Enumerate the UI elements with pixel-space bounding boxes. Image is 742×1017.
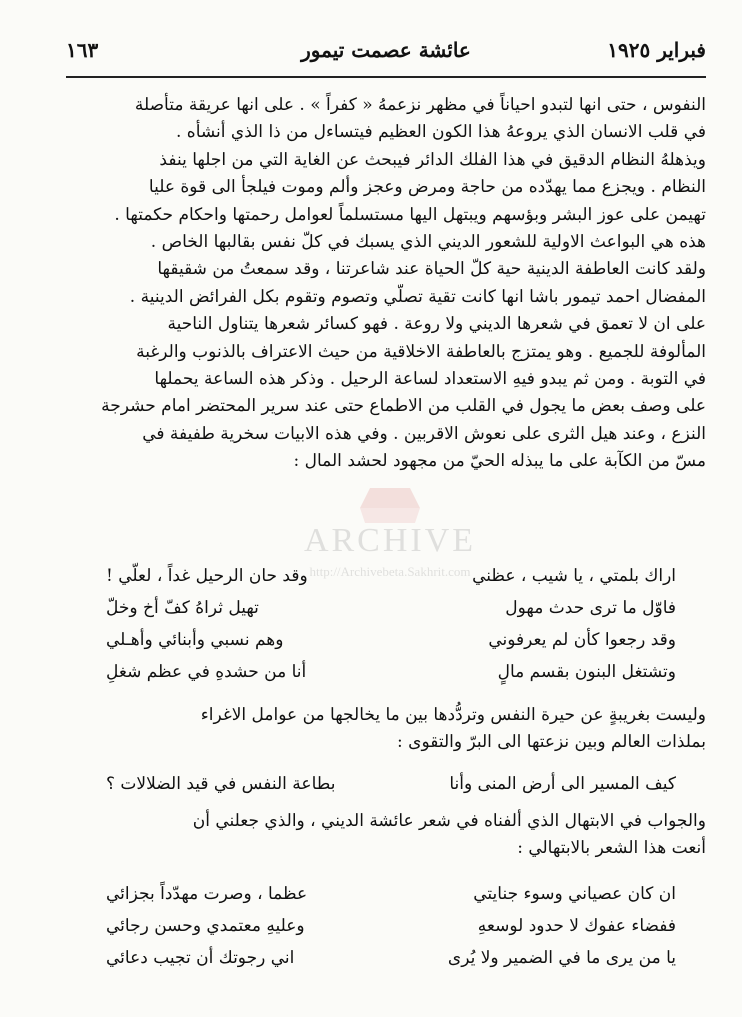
text-line: تهيمن على عوز البشر وبؤسهم ويبتهل اليها مستسلماً لعوامل رحمتها واحكام حكمتها . bbox=[114, 204, 706, 225]
verse-hemistich-right: اراك بلمتي ، يا شيب ، عظني bbox=[472, 566, 676, 586]
text-line: هذه هي البواعث الاولية للشعور الديني الذي يسبك في كلّ نفس بقالبها الخاص . bbox=[150, 231, 706, 252]
verse-hemistich-left: وقد حان الرحيل غداً ، لعلّي ! bbox=[106, 566, 308, 586]
verse-hemistich-left: عظما ، وصرت مهدّداً بجزائي bbox=[106, 884, 308, 904]
header-rule bbox=[66, 76, 706, 78]
poem-2 bbox=[66, 770, 706, 802]
verse-line bbox=[66, 594, 706, 626]
verse-hemistich-left: وهم نسبي وأبنائي وأهـلي bbox=[106, 630, 284, 650]
text-line: المفضال احمد تيمور باشا انها كانت تقية تصلّي وتصوم وتقوم بكل الفرائض الدينية . bbox=[129, 286, 706, 307]
verse-hemistich-right: فاوّل ما ترى حدث مهول bbox=[505, 598, 676, 618]
body-paragraph-2 bbox=[66, 702, 706, 756]
text-line: بملذات العالم وبين نزعتها الى البرّ والتقوى : bbox=[397, 732, 706, 752]
text-line: أنعت هذا الشعر بالابتهالي : bbox=[517, 838, 706, 858]
verse-hemistich-right: ففضاء عفوك لا حدود لوسعهِ bbox=[477, 916, 676, 936]
verse-hemistich-right: وتشتغل البنون بقسم مالٍ bbox=[497, 662, 676, 682]
watermark-url: http://Archivebeta.Sakhrit.com bbox=[309, 564, 471, 579]
verse-hemistich-left: وعليهِ معتمدي وحسن رجائي bbox=[106, 916, 305, 936]
verse-line bbox=[66, 658, 706, 690]
text-line: والجواب في الابتهال الذي ألفناه في شعر عائشة الديني ، والذي جعلني أن bbox=[192, 811, 706, 831]
running-header bbox=[66, 38, 706, 70]
body-paragraph-1 bbox=[66, 92, 706, 475]
text-line: وليست بغريبةٍ عن حيرة النفس وتردُّدها بين ما يخالجها من عوامل الاغراء bbox=[200, 705, 706, 725]
poem-3 bbox=[66, 880, 706, 976]
verse-hemistich-right: كيف المسير الى أرض المنى وأنا bbox=[449, 774, 676, 794]
header-date: فبراير ١٩٢٥ bbox=[607, 38, 706, 62]
verse-hemistich-right: يا من يرى ما في الضمير ولا يُرى bbox=[447, 948, 676, 968]
header-title: عائشة عصمت تيمور bbox=[301, 38, 471, 62]
watermark-logo-text: ARCHIVE bbox=[303, 522, 477, 559]
text-line: في قلب الانسان الذي يروعهُ هذا الكون العظيم فيتساءل من ذا الذي أنشأه . bbox=[175, 122, 706, 143]
verse-hemistich-left: تهيل ثراهُ كفّ أخ وخلّ bbox=[106, 598, 259, 618]
verse-hemistich-right: وقد رجعوا كأن لم يعرفوني bbox=[488, 630, 676, 650]
page-number: ١٦٣ bbox=[66, 38, 99, 62]
text-line: النظام . ويجزع مما يهدّده من حاجة ومرض وعجز وألم وموت فيلجأ الى قوة عليا bbox=[148, 177, 706, 198]
archive-logo-icon bbox=[250, 478, 530, 538]
text-line: النفوس ، حتى انها لتبدو احياناً في مظهر نزعمهُ « كفراً » . على انها عريقة متأصلة bbox=[134, 95, 706, 115]
verse-line bbox=[66, 944, 706, 976]
text-line: المألوفة للجميع . وهو يمتزج بالعاطفة الاخلاقية من حيث الاعتراف بالذنوب والرغبة bbox=[136, 341, 706, 362]
body-paragraph-3 bbox=[66, 808, 706, 862]
verse-line bbox=[66, 562, 706, 594]
text-line: مسّ من الكآبة على ما يبذله الحيّ من مجهود لحشد المال : bbox=[293, 451, 706, 472]
verse-line bbox=[66, 912, 706, 944]
verse-hemistich-right: ان كان عصياني وسوء جنايتي bbox=[473, 884, 676, 904]
text-line: ويذهلهُ النظام الدقيق في هذا الفلك الدائر فيبحث عن الغاية التي من اجلها ينفذ bbox=[159, 149, 706, 170]
verse-line bbox=[66, 626, 706, 658]
verse-hemistich-left: بطاعة النفس في قيد الضلالات ؟ bbox=[106, 774, 336, 794]
text-line: في التوبة . ومن ثم يبدو فيهِ الاستعداد لساعة الرحيل . وذكر هذه الساعة يحملها bbox=[154, 368, 706, 389]
text-line: على وصف بعض ما يجول في القلب من الاطماع حتى عند سرير المحتضر امام حشرجة bbox=[101, 396, 706, 417]
text-line: النزع ، وعند هيل الثرى على نعوش الاقربين . وفي هذه الابيات سخرية طفيفة في bbox=[142, 423, 706, 444]
verse-hemistich-left: اني رجوتك أن تجيب دعائي bbox=[106, 948, 295, 968]
text-line: على ان لا تعمق في شعرها الديني ولا روعة . فهو كسائر شعرها يتناول الناحية bbox=[167, 314, 706, 335]
poem-1 bbox=[66, 562, 706, 690]
verse-line bbox=[66, 880, 706, 912]
verse-hemistich-left: أنا من حشدهِ في عظم شغلِ bbox=[106, 662, 307, 682]
verse-line bbox=[66, 770, 706, 802]
text-line: ولقد كانت العاطفة الدينية حية كلّ الحياة عند شاعرتنا ، وقد سمعتُ من شقيقها bbox=[157, 259, 706, 280]
